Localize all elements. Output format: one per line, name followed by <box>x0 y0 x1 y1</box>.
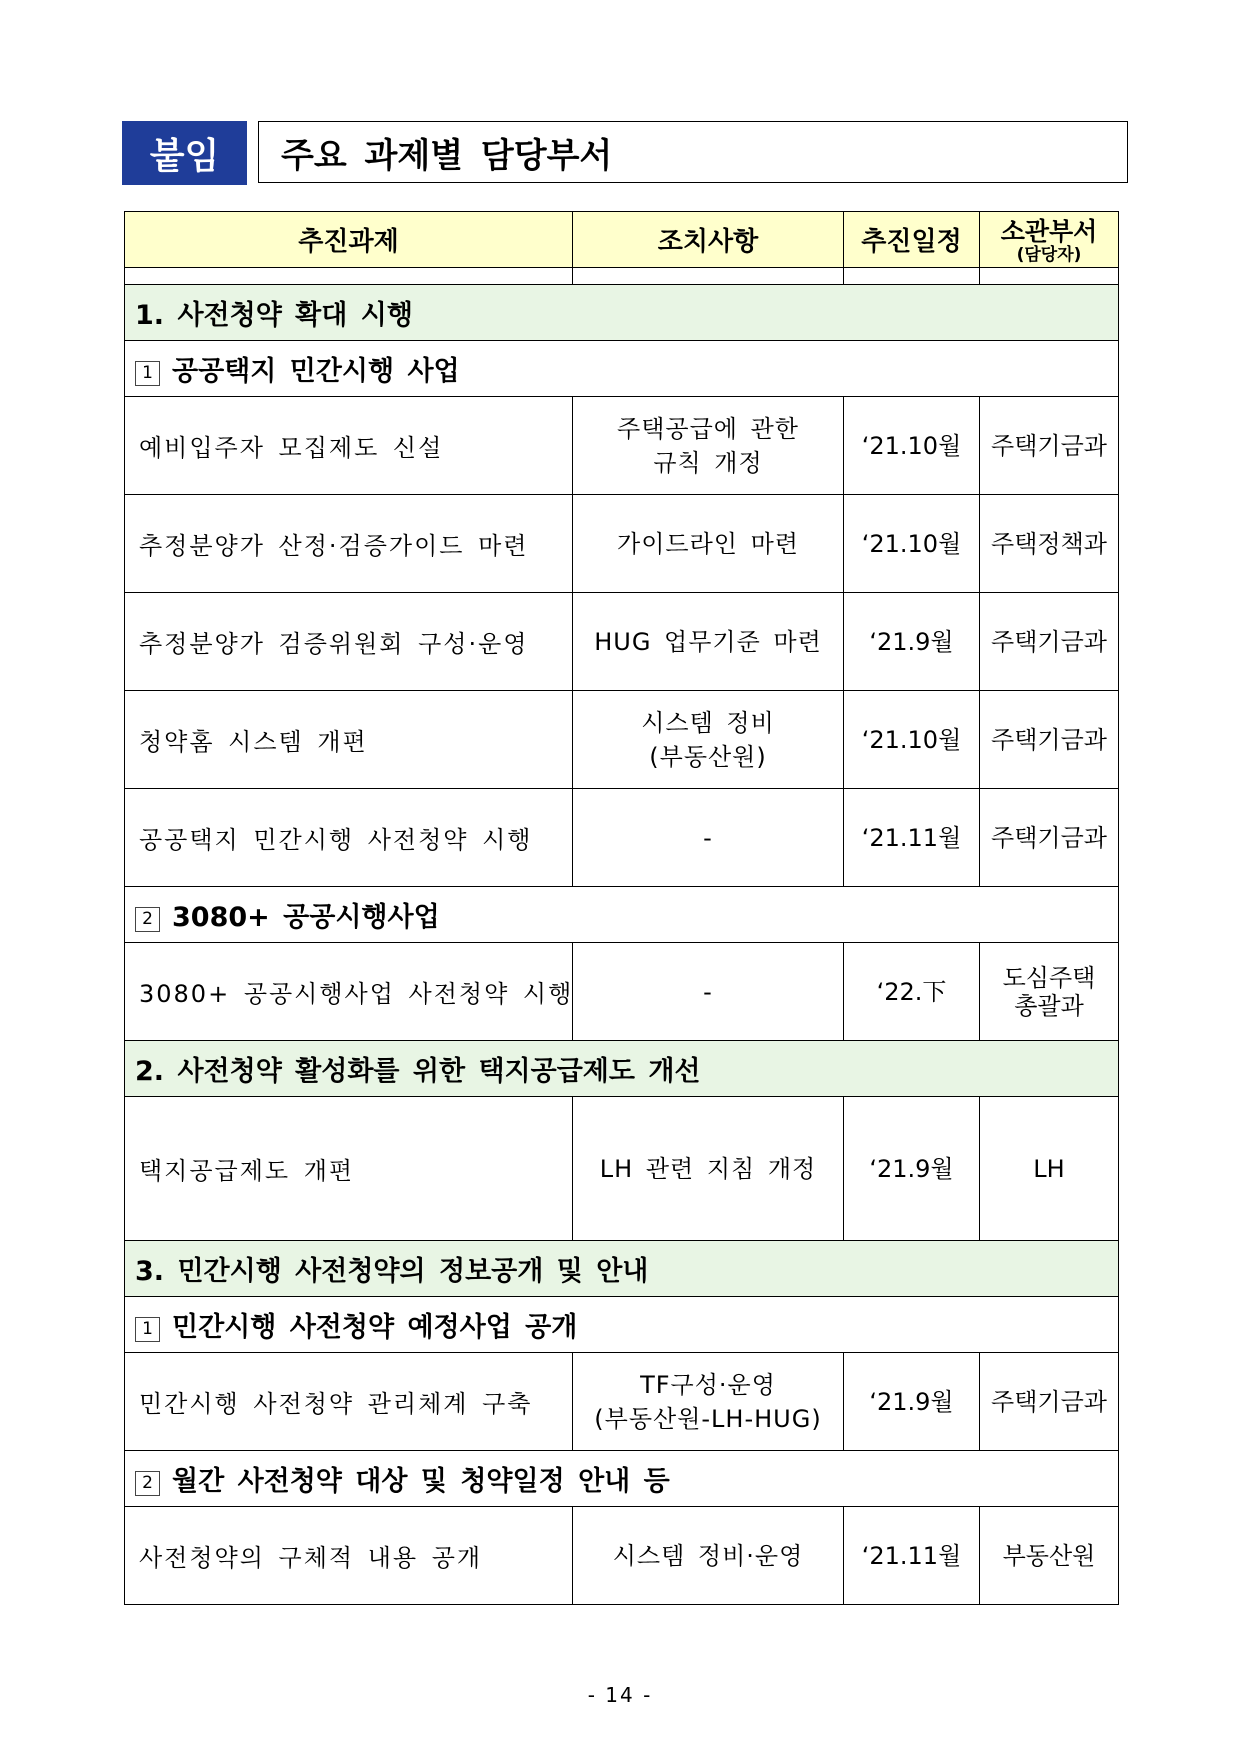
task-cell: 사전청약의 구체적 내용 공개 <box>125 1507 573 1605</box>
schedule-cell: ‘21.9월 <box>844 593 980 691</box>
schedule-cell: ‘21.10월 <box>844 495 980 593</box>
subsection-number-box: 1 <box>135 1317 160 1342</box>
dept-line: 총괄과 <box>1014 991 1084 1020</box>
task-cell: 추정분양가 산정·검증가이드 마련 <box>125 495 573 593</box>
dept-line: 도심주택 <box>1002 963 1096 992</box>
table-row <box>125 593 1119 691</box>
dept-cell: 주택기금과 <box>980 789 1119 887</box>
action-cell: 가이드라인 마련 <box>573 495 844 593</box>
page-title <box>258 121 1128 183</box>
spacer-row <box>125 268 1119 285</box>
schedule-cell: ‘21.9월 <box>844 1353 980 1451</box>
subsection-row <box>125 1451 1119 1507</box>
task-cell: 3080+ 공공시행사업 사전청약 시행 <box>125 943 573 1041</box>
subsection-number-box: 2 <box>135 1471 160 1496</box>
schedule-cell: ‘21.10월 <box>844 691 980 789</box>
dept-cell: LH <box>980 1097 1119 1241</box>
subsection-row <box>125 887 1119 943</box>
subsection-cell <box>125 887 1119 943</box>
subsection-title: 민간시행 사전청약 예정사업 공개 <box>172 1312 578 1343</box>
table-row <box>125 1353 1119 1451</box>
subsection-title: 월간 사전청약 대상 및 청약일정 안내 등 <box>172 1466 670 1497</box>
subsection-number-box: 2 <box>135 907 160 932</box>
page-number: - 14 - <box>587 1683 653 1707</box>
table-row <box>125 495 1119 593</box>
attachment-badge: 붙임 <box>122 121 247 185</box>
section-title: 3. 민간시행 사전청약의 정보공개 및 안내 <box>125 1241 1119 1297</box>
dept-cell: 주택기금과 <box>980 691 1119 789</box>
section-row <box>125 285 1119 341</box>
column-header-schedule: 추진일정 <box>844 212 980 268</box>
section-row <box>125 1041 1119 1097</box>
action-cell: LH 관련 지침 개정 <box>573 1097 844 1241</box>
action-line: 시스템 정비 <box>641 708 775 737</box>
action-line: (부동산원) <box>649 742 767 771</box>
column-header-action: 조치사항 <box>573 212 844 268</box>
column-header-task: 추진과제 <box>125 212 573 268</box>
schedule-cell: ‘21.10월 <box>844 397 980 495</box>
table-row <box>125 397 1119 495</box>
schedule-cell: ‘21.11월 <box>844 789 980 887</box>
table-row <box>125 691 1119 789</box>
action-cell <box>573 397 844 495</box>
task-cell: 공공택지 민간시행 사전청약 시행 <box>125 789 573 887</box>
task-cell: 민간시행 사전청약 관리체계 구축 <box>125 1353 573 1451</box>
dept-cell: 부동산원 <box>980 1507 1119 1605</box>
section-row <box>125 1241 1119 1297</box>
action-line: 주택공급에 관한 <box>617 414 799 443</box>
action-line: (부동산원-LH-HUG) <box>594 1404 822 1433</box>
action-cell <box>573 1353 844 1451</box>
task-cell: 예비입주자 모집제도 신설 <box>125 397 573 495</box>
task-cell: 추정분양가 검증위원회 구성·운영 <box>125 593 573 691</box>
schedule-cell: ‘22.下 <box>844 943 980 1041</box>
subsection-cell <box>125 341 1119 397</box>
subsection-row <box>125 1297 1119 1353</box>
page-header <box>122 121 1131 185</box>
action-cell <box>573 691 844 789</box>
table-row <box>125 789 1119 887</box>
task-cell: 청약홈 시스템 개편 <box>125 691 573 789</box>
subsection-cell <box>125 1297 1119 1353</box>
action-cell: HUG 업무기준 마련 <box>573 593 844 691</box>
action-cell: - <box>573 943 844 1041</box>
task-cell: 택지공급제도 개편 <box>125 1097 573 1241</box>
schedule-cell: ‘21.11월 <box>844 1507 980 1605</box>
subsection-title: 공공택지 민간시행 사업 <box>172 356 460 387</box>
schedule-cell: ‘21.9월 <box>844 1097 980 1241</box>
column-header-dept-label: 소관부서 <box>1000 216 1098 246</box>
task-department-table <box>124 211 1119 1605</box>
table-row <box>125 1097 1119 1241</box>
table-row <box>125 943 1119 1041</box>
dept-cell: 주택정책과 <box>980 495 1119 593</box>
dept-cell: 주택기금과 <box>980 593 1119 691</box>
dept-cell: 주택기금과 <box>980 1353 1119 1451</box>
column-header-dept-sub: (담당자) <box>1016 244 1082 265</box>
section-title: 1. 사전청약 확대 시행 <box>125 285 1119 341</box>
action-cell: 시스템 정비·운영 <box>573 1507 844 1605</box>
action-line: 규칙 개정 <box>653 448 763 477</box>
subsection-row <box>125 341 1119 397</box>
column-header-dept <box>980 212 1119 268</box>
table-header-row <box>125 212 1119 268</box>
action-cell: - <box>573 789 844 887</box>
subsection-title: 3080+ 공공시행사업 <box>172 902 440 933</box>
subsection-number-box: 1 <box>135 361 160 386</box>
table-row <box>125 1507 1119 1605</box>
page-title-text: 주요 과제별 담당부서 <box>281 135 613 176</box>
section-title: 2. 사전청약 활성화를 위한 택지공급제도 개선 <box>125 1041 1119 1097</box>
dept-cell: 주택기금과 <box>980 397 1119 495</box>
action-line: TF구성·운영 <box>640 1370 776 1399</box>
dept-cell <box>980 943 1119 1041</box>
subsection-cell <box>125 1451 1119 1507</box>
